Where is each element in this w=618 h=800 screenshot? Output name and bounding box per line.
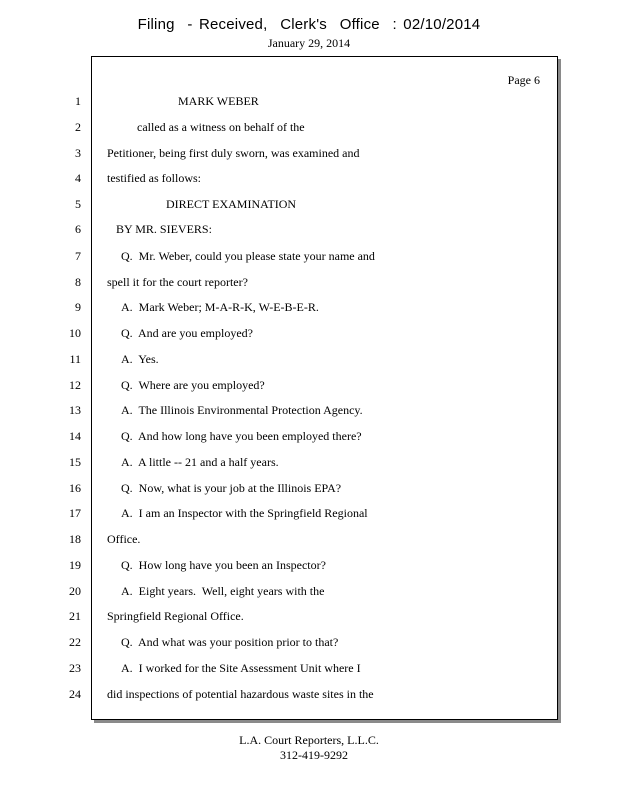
transcript-line: Q. Mr. Weber, could you please state your name and [121, 249, 375, 263]
line-number: 4 [75, 171, 81, 185]
line-number: 11 [69, 352, 81, 366]
transcript-line: DIRECT EXAMINATION [166, 197, 297, 211]
transcript-line: A. Yes. [121, 352, 159, 366]
transcript-line: A. I am an Inspector with the Springfield Regional [121, 506, 368, 520]
line-number: 1 [75, 94, 81, 108]
line-number: 7 [75, 249, 81, 263]
transcript-line: BY MR. SIEVERS: [116, 222, 212, 236]
transcript-line: did inspections of potential hazardous waste sites in the [107, 687, 374, 701]
transcript-line: Q. And how long have you been employed there? [121, 429, 362, 443]
line-number: 13 [69, 403, 81, 417]
line-number: 12 [69, 378, 81, 392]
line-number: 9 [75, 300, 81, 314]
line-number: 6 [75, 222, 81, 236]
transcript-line: Q. How long have you been an Inspector? [121, 558, 326, 572]
reporter-company: L.A. Court Reporters, L.L.C. [239, 733, 379, 747]
line-number: 19 [69, 558, 81, 572]
line-number: 24 [69, 687, 81, 701]
transcript-line: A. Mark Weber; M-A-R-K, W-E-B-E-R. [121, 300, 319, 314]
transcript-line: A. The Illinois Environmental Protection Agency. [121, 403, 363, 417]
transcript-line: testified as follows: [107, 171, 201, 185]
line-number: 14 [69, 429, 81, 443]
line-number: 22 [69, 635, 81, 649]
line-number: 8 [75, 275, 81, 289]
line-number: 10 [69, 326, 81, 340]
line-number: 20 [69, 584, 81, 598]
transcript-line: spell it for the court reporter? [107, 275, 248, 289]
transcript-line: A. A little -- 21 and a half years. [121, 455, 279, 469]
page-number: Page 6 [507, 73, 540, 87]
reporter-phone: 312-419-9292 [280, 748, 348, 762]
transcript-line: Q. And what was your position prior to that? [121, 635, 339, 649]
transcript-line: Q. And are you employed? [121, 326, 253, 340]
line-number: 5 [75, 197, 81, 211]
transcript-line: MARK WEBER [178, 94, 259, 108]
line-number: 18 [69, 532, 81, 546]
transcript-line: Office. [107, 532, 141, 546]
filing-stamp: Filing - Received, Clerk's Office : 02/10/2014 [137, 16, 481, 33]
line-number: 2 [75, 120, 81, 134]
transcript-line: A. I worked for the Site Assessment Unit where I [121, 661, 361, 675]
line-number: 16 [69, 481, 81, 495]
transcript-line: Q. Where are you employed? [121, 378, 265, 392]
transcript-line: called as a witness on behalf of the [137, 120, 305, 134]
line-number: 3 [75, 146, 81, 160]
transcript-line: Springfield Regional Office. [107, 609, 244, 623]
transcript-line: Petitioner, being first duly sworn, was examined and [107, 146, 360, 160]
line-number: 23 [69, 661, 81, 675]
document-date: January 29, 2014 [267, 36, 351, 50]
line-number: 21 [69, 609, 81, 623]
line-number: 17 [69, 506, 81, 520]
transcript-line: Q. Now, what is your job at the Illinois EPA? [121, 481, 342, 495]
line-number: 15 [69, 455, 81, 469]
transcript-line: A. Eight years. Well, eight years with the [121, 584, 325, 598]
